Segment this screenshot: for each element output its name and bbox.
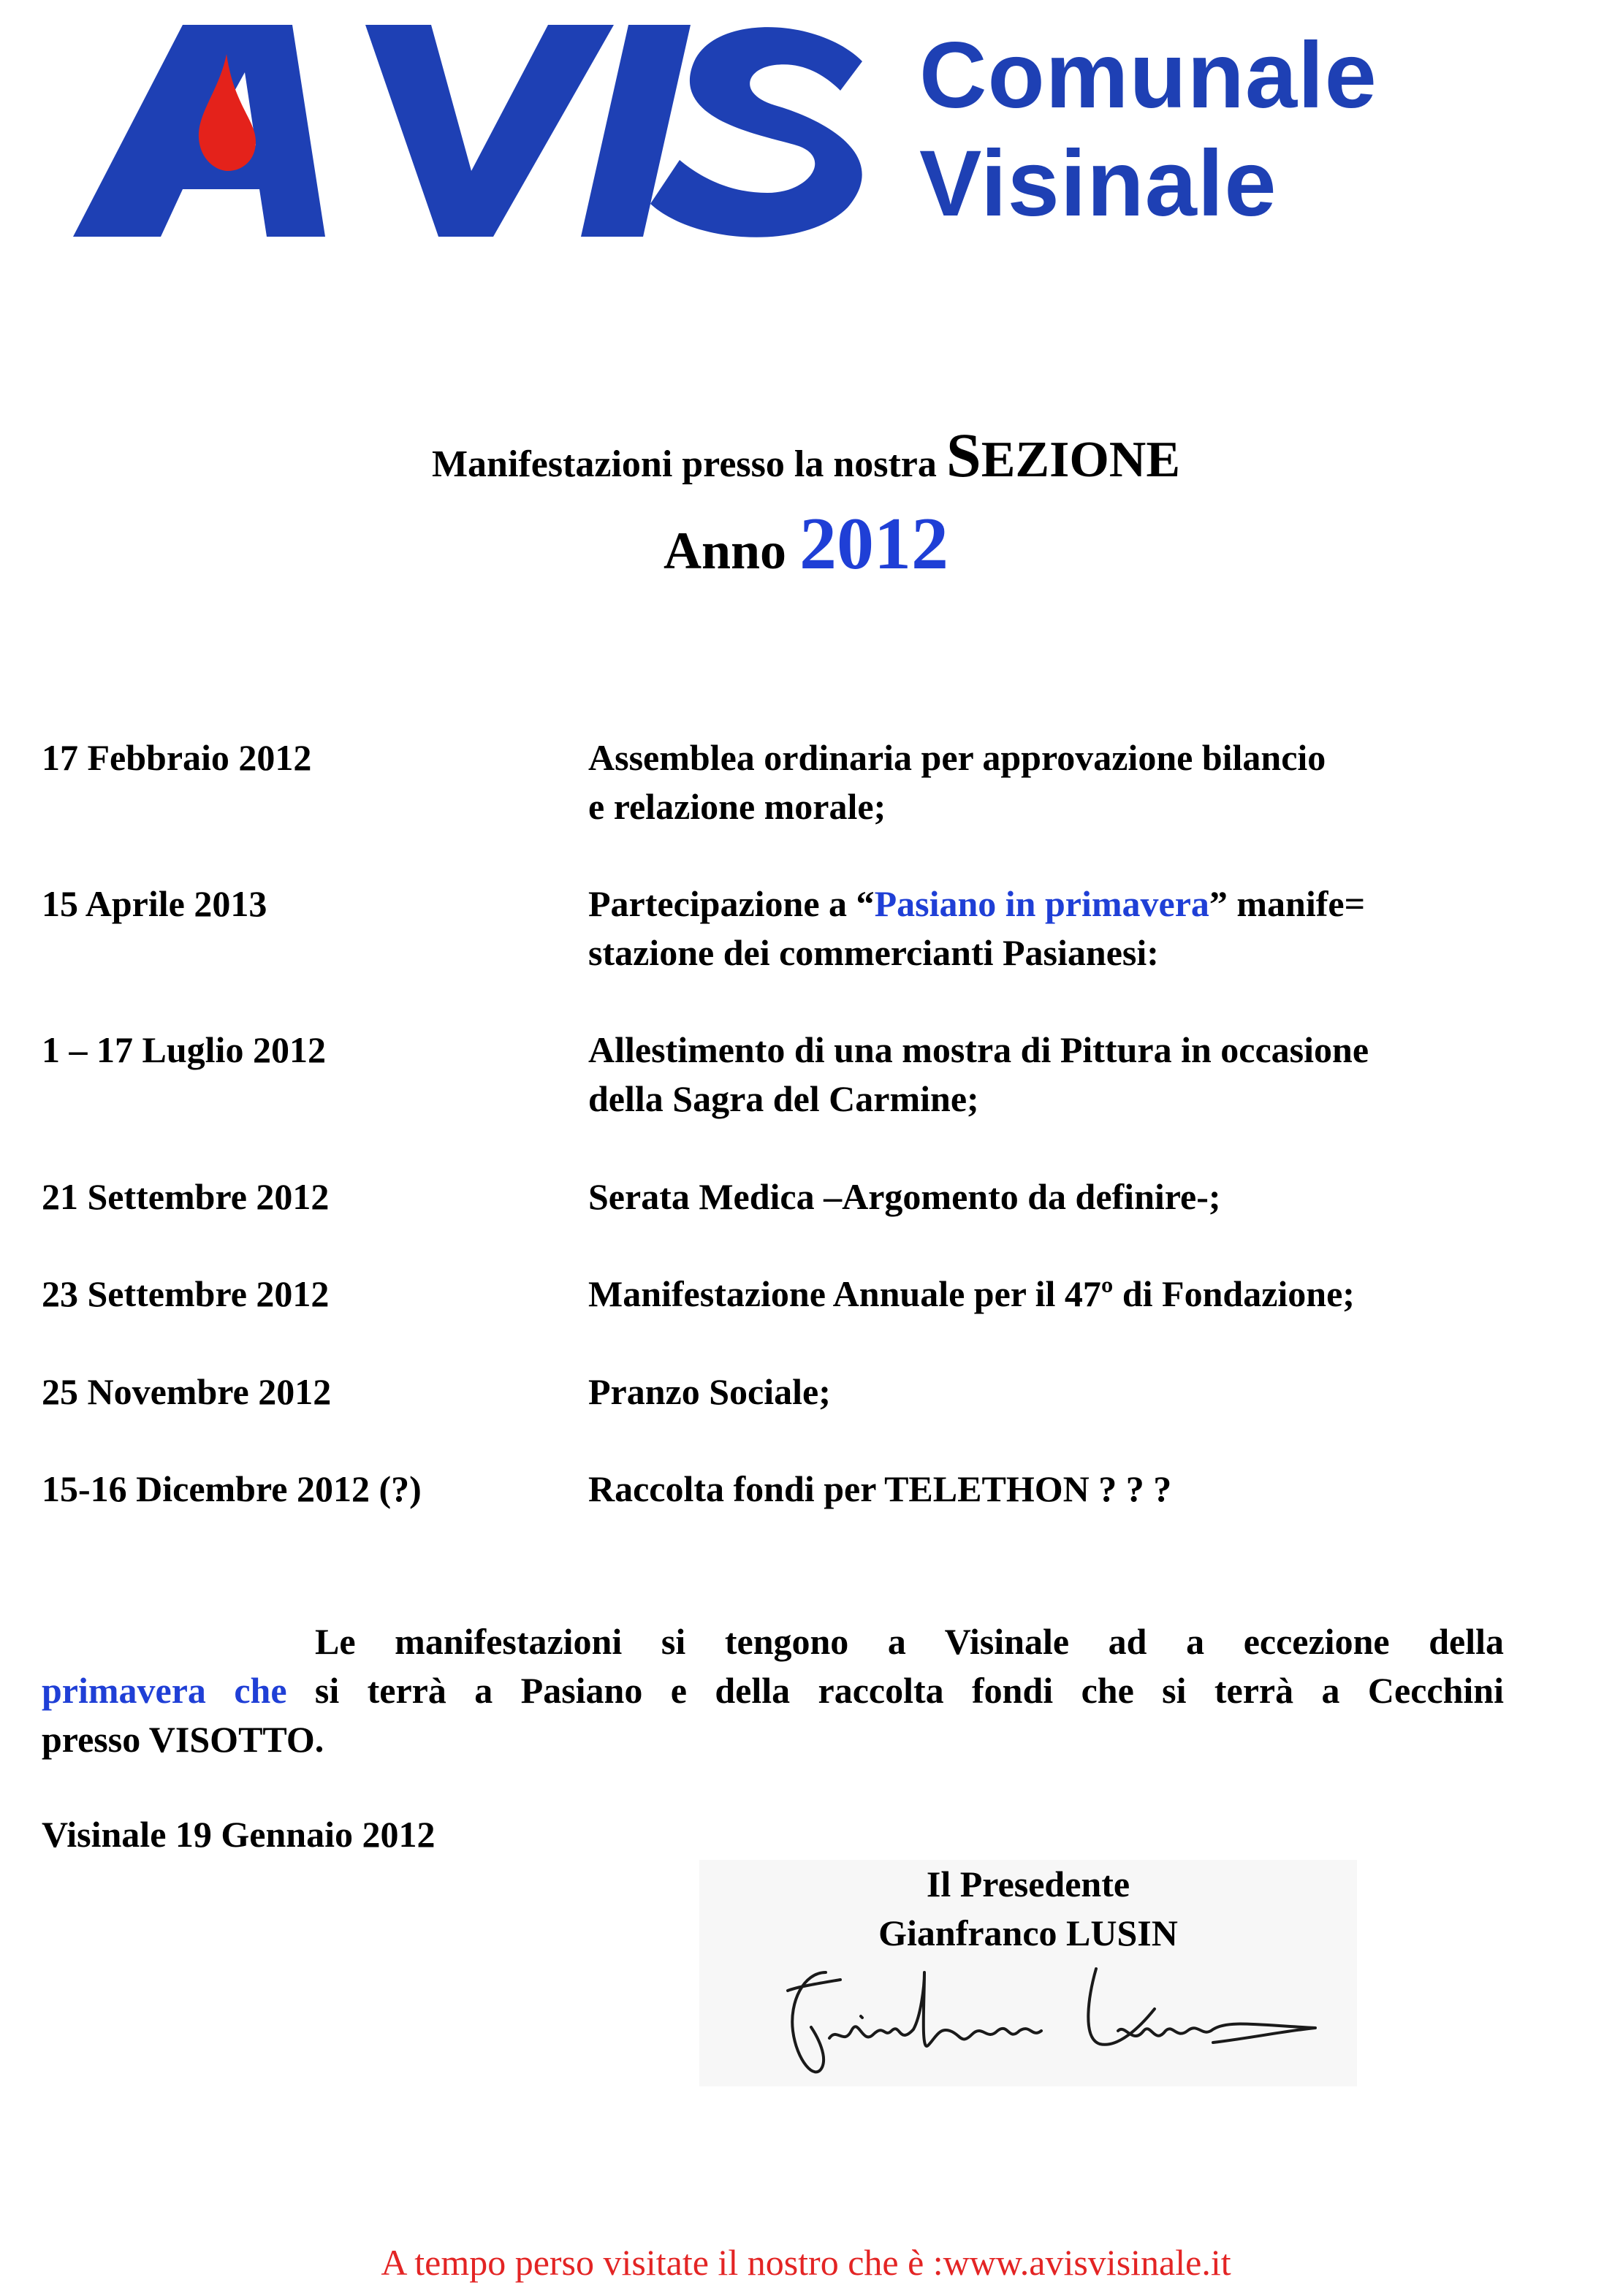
event-description: Raccolta fondi per TELETHON ? ? ? bbox=[588, 1468, 1172, 1509]
handwritten-signature bbox=[775, 1958, 1345, 2089]
signatory-name: Gianfranco LUSIN bbox=[878, 1912, 1178, 1953]
org-name-line1: Comunale bbox=[919, 23, 1377, 128]
event-description-cont: stazione dei commercianti Pasianesi: bbox=[588, 932, 1159, 973]
title-section-rest: EZIONE bbox=[981, 432, 1181, 488]
paragraph-line: Le manifestazioni si tengono a Visinale ad a eccezione della bbox=[315, 1621, 1504, 1662]
page-title bbox=[0, 420, 1612, 490]
notice-paragraph bbox=[42, 1617, 1504, 1764]
event-text: ” manife= bbox=[1209, 883, 1366, 924]
paragraph-highlight: primavera che bbox=[42, 1670, 287, 1711]
avis-logo-letters bbox=[73, 25, 862, 237]
event-date: 17 Febbraio 2012 bbox=[42, 737, 312, 778]
event-description-cont: della Sagra del Carmine; bbox=[588, 1078, 979, 1119]
year-value: 2012 bbox=[799, 503, 949, 585]
org-name-line2: Visinale bbox=[919, 131, 1277, 236]
year-label: Anno bbox=[663, 522, 787, 580]
event-highlight: Pasiano in primavera bbox=[874, 883, 1209, 924]
footer-website-note: A tempo perso visitate il nostro che è :www.avisvisinale.it bbox=[381, 2242, 1231, 2283]
event-description-cont: e relazione morale; bbox=[588, 786, 886, 827]
event-date: 1 – 17 Luglio 2012 bbox=[42, 1029, 326, 1070]
event-description bbox=[588, 880, 1365, 928]
place-date: Visinale 19 Gennaio 2012 bbox=[42, 1814, 436, 1855]
event-date: 21 Settembre 2012 bbox=[42, 1176, 330, 1217]
event-description: Assemblea ordinaria per approvazione bilancio bbox=[588, 737, 1326, 778]
signatory-role: Il Presedente bbox=[926, 1864, 1130, 1904]
event-date: 15 Aprile 2013 bbox=[42, 883, 267, 924]
event-description: Pranzo Sociale; bbox=[588, 1371, 831, 1412]
event-text: Partecipazione a “ bbox=[588, 883, 875, 924]
event-description: Allestimento di una mostra di Pittura in occasione bbox=[588, 1029, 1369, 1070]
event-date: 25 Novembre 2012 bbox=[42, 1371, 332, 1412]
event-description: Serata Medica –Argomento da definire-; bbox=[588, 1176, 1221, 1217]
paragraph-text: si terrà a Pasiano e della raccolta fondi che si terrà a Cecchini bbox=[286, 1670, 1504, 1711]
event-date: 23 Settembre 2012 bbox=[42, 1273, 330, 1314]
title-prefix: Manifestazioni presso la nostra bbox=[431, 443, 937, 485]
page-subtitle bbox=[0, 503, 1612, 585]
paragraph-line bbox=[42, 1666, 1504, 1715]
event-date: 15-16 Dicembre 2012 (?) bbox=[42, 1468, 422, 1509]
paragraph-line: presso VISOTTO. bbox=[42, 1719, 324, 1760]
title-section-initial: S bbox=[946, 420, 981, 490]
avis-logo bbox=[73, 10, 877, 244]
event-description: Manifestazione Annuale per il 47º di Fondazione; bbox=[588, 1273, 1355, 1314]
